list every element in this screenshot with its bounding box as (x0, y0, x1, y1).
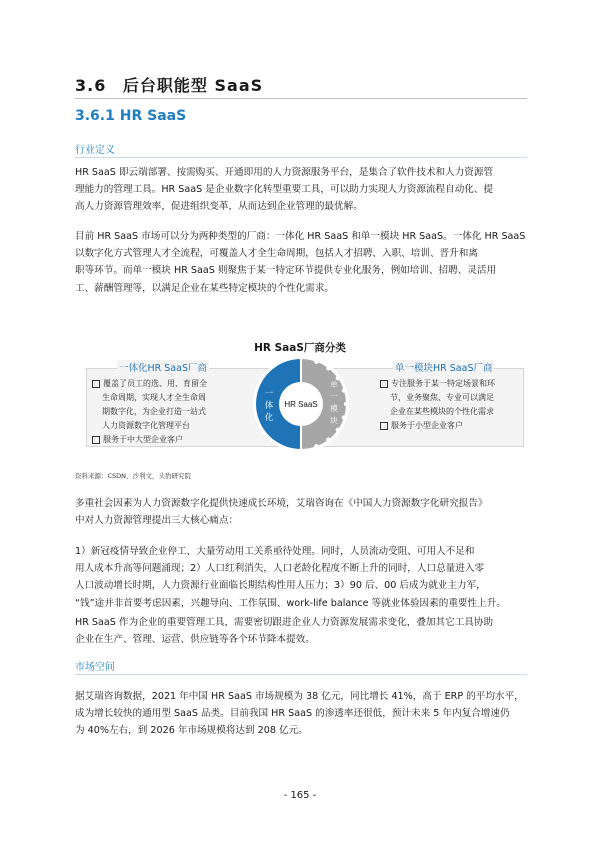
single-module-vendor-list (380, 377, 495, 433)
text-line: 理能力的管理工具。HR SaaS 是企业数字化转型重要工具，可以助力实现人力资源流程自动化、提 (75, 184, 494, 196)
source-note: 资料来源：CSDN，沙利文，头豹研究院 (75, 472, 192, 480)
market-heading: 市场空间 (75, 662, 115, 673)
subsection-title: 3.6.1 HR SaaS (75, 108, 187, 124)
section-divider (75, 98, 527, 99)
definition-paragraph-2 (75, 228, 527, 297)
text-line: 多重社会因素为人力资源数字化提供快速成长环境，艾瑞咨询在《中国人力资源数字化研究报告》 (75, 498, 488, 509)
list-item (380, 419, 495, 433)
text-line: 人口波动增长时期，人力资源行业面临长期结构性用人压力；3）90 后、00 后成为就业主力军， (75, 580, 486, 592)
page-number: - 165 - (283, 790, 317, 801)
market-paragraph (75, 688, 527, 740)
list-item (92, 433, 207, 447)
checkbox-bullet-icon (380, 422, 388, 430)
text-line: HR SaaS 即云端部署、按需购买、开通即用的人力资源服务平台，是集合了软件技术和人力资源管 (75, 167, 494, 178)
text-line: 企业在生产、管理、运营、供应链等各个环节降本提效。 (75, 634, 315, 646)
section-heading (75, 73, 263, 96)
gear-notch (342, 415, 346, 419)
gear-notch (336, 428, 340, 432)
checkbox-bullet-icon (380, 380, 388, 388)
list-item-continuation: 企业在某些模块的个性化需求 (390, 407, 494, 416)
gear-notch (326, 366, 330, 370)
hr-saas-circle (253, 356, 349, 452)
text-line: 以数字化方式管理人才全流程，可覆盖人才全生命周期，包括人才招聘、入职、培训、晋升和离 (75, 248, 478, 260)
list-item-text: 覆盖了员工的选、用、育留全 (103, 379, 207, 388)
text-line: 据艾瑞咨询数据，2021 年中国 HR SaaS 市场规模为 38 亿元，同比增长 41%，高于 ERP 的平均水平， (75, 691, 524, 702)
integrated-vendor-list (92, 377, 207, 447)
hr-saas-circle-graphic (253, 356, 349, 452)
list-item-text: 服务于中大型企业客户 (103, 435, 183, 444)
text-line: 1）新冠疫情导致企业停工，大量劳动用工关系亟待处理。同时，人员流动受阻、可用人不足和 (75, 546, 475, 557)
gear-notch (342, 388, 346, 392)
gear-notch (344, 402, 348, 406)
gear-notch (314, 360, 318, 364)
checkbox-bullet-icon (92, 380, 100, 388)
text-line: 为 40%左右，到 2026 年市场规模将达到 208 亿元。 (75, 725, 308, 737)
list-item-text: 专注服务于某一特定场景和环 (391, 379, 495, 388)
text-line: 成为增长较快的通用型 SaaS 品类。目前我国 HR SaaS 的渗透率还很低，预计未来 5 年内复合增速仍 (75, 708, 510, 720)
text-line: “钱”途并非首要考虑因素，兴趣导向、工作氛围、work-life balance 等就业体验因素的重要性上升。 (75, 597, 506, 609)
text-line: 目前 HR SaaS 市场可以分为两种类型的厂商：一体化 HR SaaS 和单一模块 HR SaaS。一体化 HR SaaS (75, 231, 526, 242)
gear-notch (314, 444, 318, 448)
single-module-vendor-title: 单一模块HR SaaS厂商 (393, 360, 494, 374)
integrated-label-char: 化 (264, 413, 274, 423)
list-item-text: 服务于小型企业客户 (391, 421, 463, 430)
list-item-continuation: 生命周期，实现人才全生命周 (102, 393, 206, 402)
list-item (92, 377, 207, 391)
single-module-label-char: 单 (330, 380, 338, 389)
single-module-label-char: 块 (330, 416, 338, 425)
definition-heading: 行业定义 (75, 145, 115, 156)
single-module-label-char: 模 (330, 404, 338, 413)
section-title: 后台职能型 SaaS (122, 76, 264, 95)
text-line: 中对人力资源管理提出三大核心痛点： (75, 515, 239, 527)
integrated-vendor-title: 一体化HR SaaS厂商 (117, 360, 209, 374)
integrated-label-char: 体 (264, 401, 274, 411)
pain-points-conclusion (75, 614, 527, 648)
circle-center-label: HR SaaS (284, 400, 318, 409)
definition-divider (75, 157, 527, 158)
single-module-label-char: 一 (330, 392, 338, 401)
text-line: 高人力资源管理效率，促进组织变革，从而达到企业管理的最优解。 (75, 201, 363, 213)
text-line: 用人成本升高等问题涌现；2）人口红利消失，人口老龄化程度不断上升的同时，人口总量进入零 (75, 563, 485, 575)
pain-points-list (75, 543, 527, 612)
list-item-continuation: 节，业务聚焦、专业可以满足 (390, 393, 494, 402)
market-divider (75, 674, 527, 675)
integrated-label-char: 一 (264, 389, 274, 399)
section-number: 3.6 (75, 76, 107, 95)
list-item-continuation: 期数字化，为企业打造一站式 (102, 407, 206, 416)
checkbox-bullet-icon (92, 436, 100, 444)
text-line: HR SaaS 作为企业的重要管理工具，需要密切跟进企业人力资源发展需求变化，叠加其它工具协助 (75, 617, 494, 628)
text-line: 职等环节。而单一模块 HR SaaS 则聚焦于某一特定环节提供专业化服务，例如培训、招聘、灵活用 (75, 265, 497, 277)
list-item (380, 377, 495, 391)
list-item-continuation: 人力资源数字化管理平台 (102, 421, 190, 430)
diagram-title: HR SaaS厂商分类 (254, 342, 346, 354)
gear-notch (326, 438, 330, 442)
definition-paragraph-1 (75, 164, 527, 216)
text-line: 工、薪酬管理等，以满足企业在某些特定模块的个性化需求。 (75, 282, 335, 294)
pain-points-intro (75, 495, 527, 529)
